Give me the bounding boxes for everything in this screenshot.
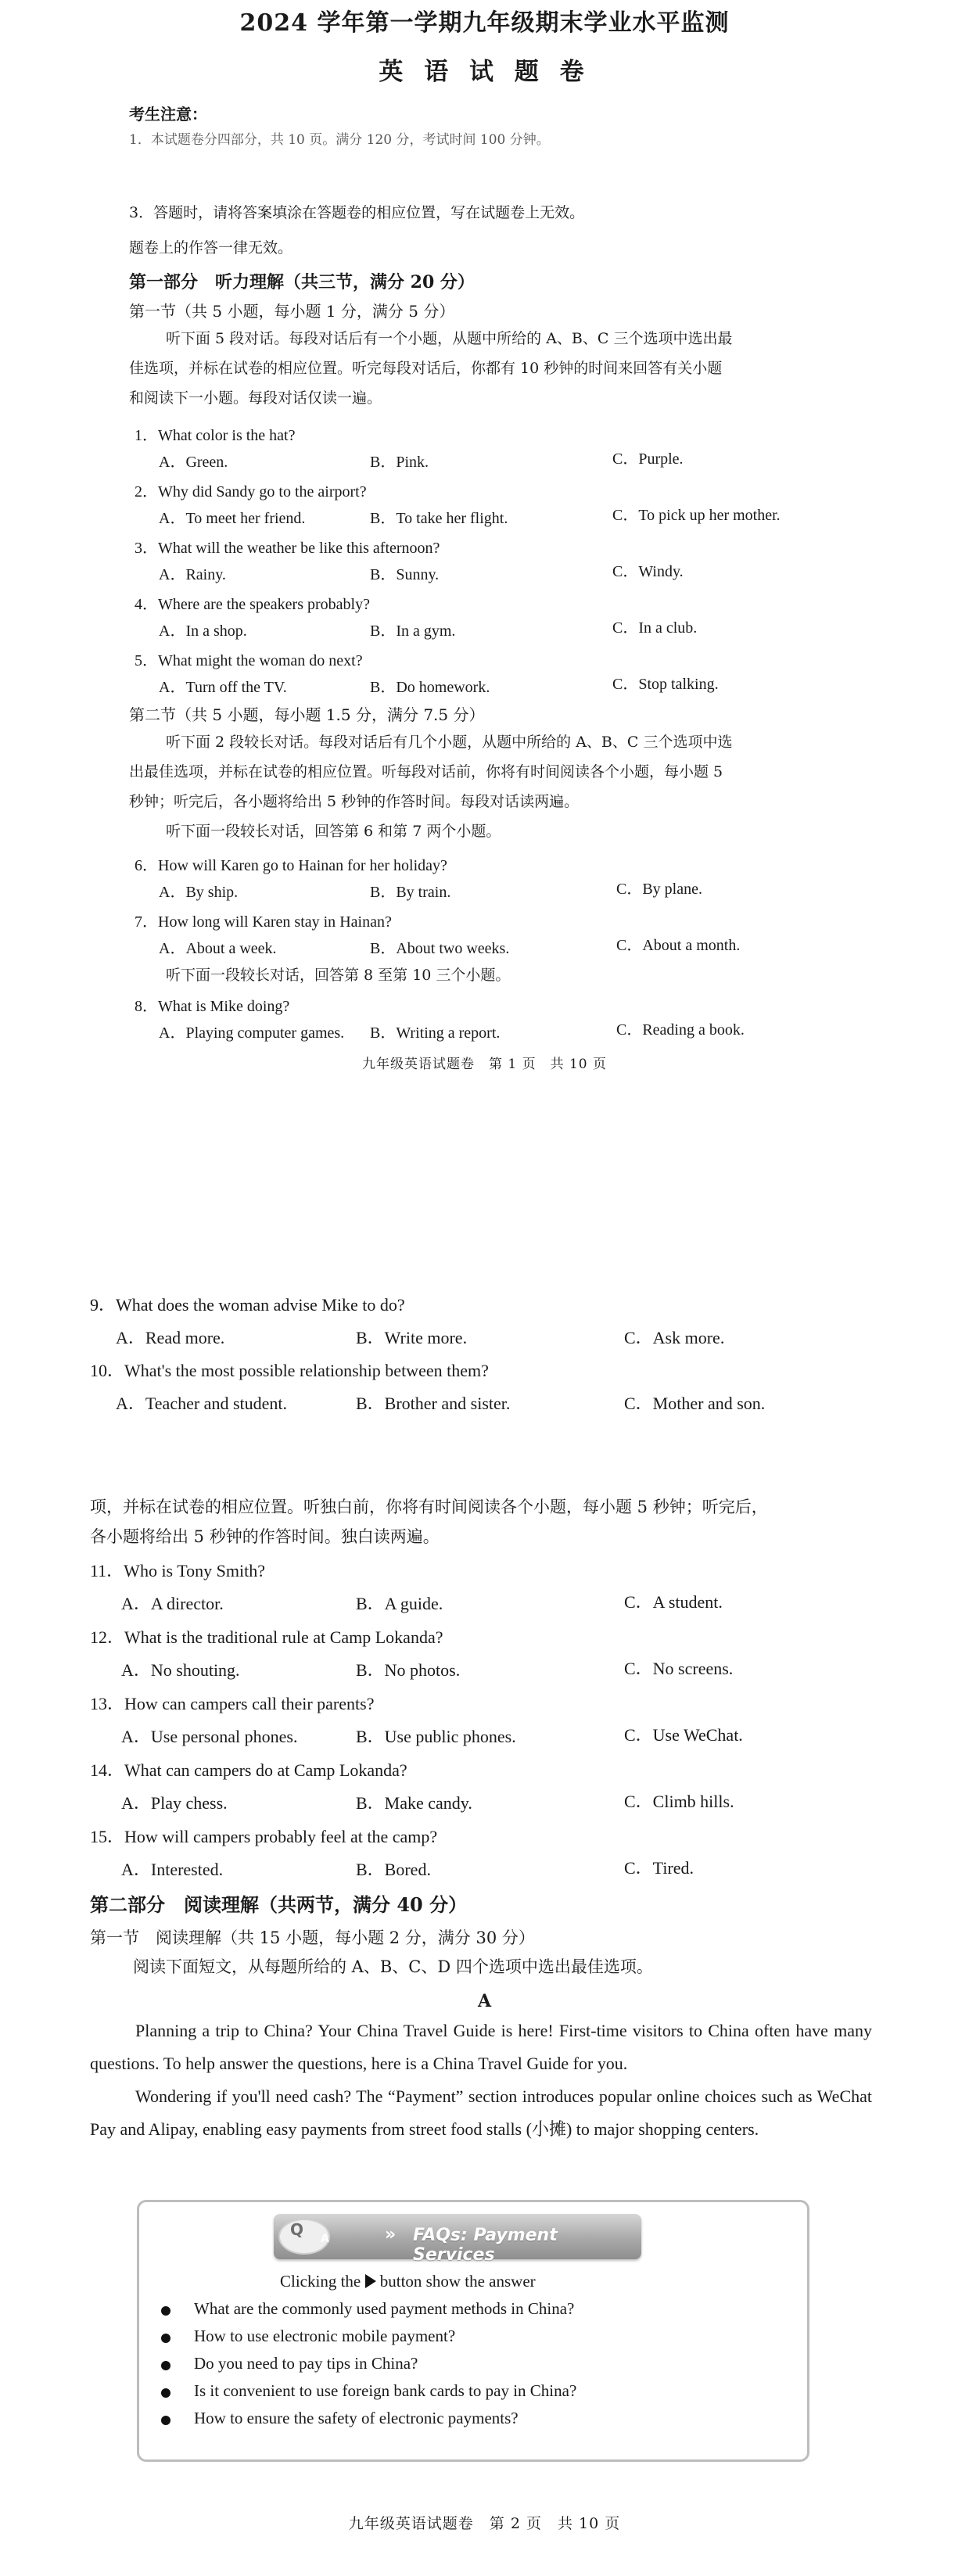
passage-paragraph: Planning a trip to China? Your China Travel Guide is here! First-time visitors to China often have many questions. To help answer the questions, here is a China Travel Guide for you. <box>90 2021 872 2073</box>
faq-question[interactable]: Is it convenient to use foreign bank cards to pay in China? <box>194 2381 577 2400</box>
faq-title: FAQs: Payment Services <box>413 2226 558 2265</box>
option-a: A．Play chess. <box>121 1793 228 1813</box>
part1-section1-heading: 第一节（共 5 小题，每小题 1 分，满分 5 分） <box>129 302 455 321</box>
dialog-note: 听下面一段较长对话，回答第 6 和第 7 两个小题。 <box>166 823 501 840</box>
option-b: B．Do homework. <box>370 679 490 696</box>
double-chevron-icon: » <box>385 2225 397 2244</box>
option-c: C．Use WeChat. <box>624 1725 743 1745</box>
faq-banner <box>274 2214 641 2265</box>
bullet-icon <box>161 2361 170 2370</box>
option-b: B．Sunny. <box>370 566 440 583</box>
faq-question[interactable]: How to ensure the safety of electronic payments? <box>194 2409 519 2427</box>
page-footer: 九年级英语试题卷 第 1 页 共 10 页 <box>361 1057 608 1072</box>
bullet-icon <box>161 2416 170 2425</box>
option-c: C．Windy. <box>612 563 684 580</box>
part1-section1-instruction: 和阅读下一小题。每段对话仅读一遍。 <box>129 389 382 407</box>
question-stem: 4．Where are the speakers probably? <box>135 596 370 613</box>
question-stem: 12．What is the traditional rule at Camp Lokanda? <box>90 1627 443 1647</box>
option-c: C．About a month. <box>616 937 741 954</box>
option-b: B．In a gym. <box>370 622 456 640</box>
option-b: B．Use public phones. <box>356 1727 516 1746</box>
question-stem: 11．Who is Tony Smith? <box>90 1561 265 1580</box>
question-stem: 5．What might the woman do next? <box>135 652 363 669</box>
exam-subtitle: 英 语 试 题 卷 <box>379 58 590 86</box>
option-b: B．By train. <box>370 884 451 901</box>
passage-label: A <box>477 1991 492 2011</box>
option-c: C．To pick up her mother. <box>612 507 781 524</box>
dialog-note: 听下面一段较长对话，回答第 8 至第 10 三个小题。 <box>166 967 511 984</box>
option-b: B．Make candy. <box>356 1793 472 1813</box>
question-stem: 3．What will the weather be like this afternoon? <box>135 540 440 557</box>
question-stem: 8．What is Mike doing? <box>135 998 290 1015</box>
faq-hint: Clicking the button show the answer <box>280 2272 536 2291</box>
option-a: A．No shouting. <box>121 1660 240 1680</box>
part1-section2-heading: 第二节（共 5 小题，每小题 1.5 分，满分 7.5 分） <box>129 705 485 724</box>
question-stem: 13．How can campers call their parents? <box>90 1694 375 1713</box>
option-a: A．About a week. <box>159 940 277 957</box>
option-a: A．Read more. <box>116 1328 225 1347</box>
option-a: A．To meet her friend. <box>159 510 306 527</box>
faq-question[interactable]: How to use electronic mobile payment? <box>194 2327 456 2345</box>
option-a: A．Green. <box>159 454 228 471</box>
option-c: C．By plane. <box>616 881 702 898</box>
option-a: A．Interested. <box>121 1860 224 1879</box>
part2-section1-heading: 第一节 阅读理解（共 15 小题，每小题 2 分，满分 30 分） <box>90 1928 535 1947</box>
option-a: A．By ship. <box>159 884 239 901</box>
option-b: B．Brother and sister. <box>356 1394 511 1413</box>
question-stem: 9．What does the woman advise Mike to do? <box>90 1295 405 1315</box>
part1-section3-instruction: 各小题将给出 5 秒钟的作答时间。独白读两遍。 <box>90 1527 440 1546</box>
option-c: C．In a club. <box>612 619 698 637</box>
option-a: A．Rainy. <box>159 566 226 583</box>
bullet-icon <box>161 2388 170 2398</box>
bullet-icon <box>161 2306 170 2316</box>
option-b: B．Pink. <box>370 454 429 471</box>
notice-line-cropped-2: 3．答题时，请将答案填涂在答题卷的相应位置，写在试题卷上无效。 <box>129 204 585 221</box>
option-a: A．Use personal phones. <box>121 1727 298 1746</box>
part1-section1-instruction: 听下面 5 段对话。每段对话后有一个小题，从题中所给的 A、B、C 三个选项中选出最 <box>166 330 733 347</box>
part2-section1-instruction: 阅读下面短文，从每题所给的 A、B、C、D 四个选项中选出最佳选项。 <box>133 1957 653 1976</box>
question-stem: 10．What's the most possible relationship between them? <box>90 1361 489 1380</box>
option-b: B．To take her flight. <box>370 510 508 527</box>
question-stem: 14．What can campers do at Camp Lokanda? <box>90 1760 407 1780</box>
part2-heading: 第二部分 阅读理解（共两节，满分 40 分） <box>90 1893 468 1916</box>
option-b: B．A guide. <box>356 1594 443 1613</box>
option-c: C．Tired. <box>624 1858 694 1878</box>
question-stem: 7．How long will Karen stay in Hainan? <box>135 913 392 931</box>
part1-heading: 第一部分 听力理解（共三节，满分 20 分） <box>129 272 475 292</box>
notice-label: 考生注意： <box>129 105 207 124</box>
part1-section1-instruction: 佳选项，并标在试卷的相应位置。听完每段对话后，你都有 10 秒钟的时间来回答有关小题 <box>129 360 723 377</box>
option-b: B．Write more. <box>356 1328 468 1347</box>
notice-line-cropped: 1．本试题卷分四部分，共 10 页。满分 120 分，考试时间 100 分钟。 <box>129 132 550 148</box>
exam-title: 2024 学年第一学期九年级期末学业水平监测 <box>239 9 730 37</box>
faq-question[interactable]: Do you need to pay tips in China? <box>194 2354 418 2373</box>
option-c: C．Purple. <box>612 450 684 468</box>
faq-question[interactable]: What are the commonly used payment methods in China? <box>194 2299 575 2318</box>
bullet-icon <box>161 2334 170 2343</box>
play-triangle-icon[interactable] <box>365 2274 376 2288</box>
option-a: A．Playing computer games. <box>159 1024 345 1042</box>
question-stem: 1．What color is the hat? <box>135 427 296 444</box>
option-c: C．Climb hills. <box>624 1792 734 1811</box>
part1-section2-instruction: 出最佳选项，并标在试卷的相应位置。听每段对话前，你将有时间阅读各个小题，每小题 5 <box>129 763 723 780</box>
option-a: A．A director. <box>121 1594 224 1613</box>
option-b: B．About two weeks. <box>370 940 510 957</box>
option-b: B．No photos. <box>356 1660 461 1680</box>
passage-paragraph: Wondering if you'll need cash? The “Payment” section introduces popular online choices such as WeChat Pay and Alipay, enabling easy payments from street food stalls (小摊) to major shopping centers. <box>90 2086 872 2139</box>
option-a: A．Turn off the TV. <box>159 679 287 696</box>
notice-line: 题卷上的作答一律无效。 <box>129 239 293 257</box>
option-c: C．A student. <box>624 1592 723 1612</box>
part1-section2-instruction: 听下面 2 段较长对话。每段对话后有几个小题，从题中所给的 A、B、C 三个选项中选 <box>166 734 733 751</box>
option-c: C．Stop talking. <box>612 676 719 693</box>
q-icon: Q <box>290 2220 304 2239</box>
question-stem: 2．Why did Sandy go to the airport? <box>135 483 367 500</box>
page-footer: 九年级英语试题卷 第 2 页 共 10 页 <box>348 2515 621 2532</box>
question-stem: 15．How will campers probably feel at the camp? <box>90 1827 438 1846</box>
question-stem: 6．How will Karen go to Hainan for her holiday? <box>135 857 447 874</box>
option-c: C．Mother and son. <box>624 1394 766 1413</box>
option-a: A．In a shop. <box>159 622 247 640</box>
option-c: C．Ask more. <box>624 1328 725 1347</box>
faq-panel <box>137 2200 809 2462</box>
part1-section2-instruction: 秒钟；听完后，各小题将给出 5 秒钟的作答时间。每段对话读两遍。 <box>129 793 580 810</box>
option-b: B．Writing a report. <box>370 1024 501 1042</box>
option-c: C．No screens. <box>624 1659 734 1678</box>
a-icon: A <box>321 2233 329 2245</box>
cropped-options-row <box>116 1390 820 1413</box>
option-c: C．Reading a book. <box>616 1021 745 1039</box>
part1-section3-instruction: 项，并标在试卷的相应位置。听独白前，你将有时间阅读各个小题，每小题 5 秒钟；听完后， <box>90 1498 768 1516</box>
option-b: B．Bored. <box>356 1860 431 1879</box>
option-a: A．Teacher and student. <box>116 1394 287 1413</box>
